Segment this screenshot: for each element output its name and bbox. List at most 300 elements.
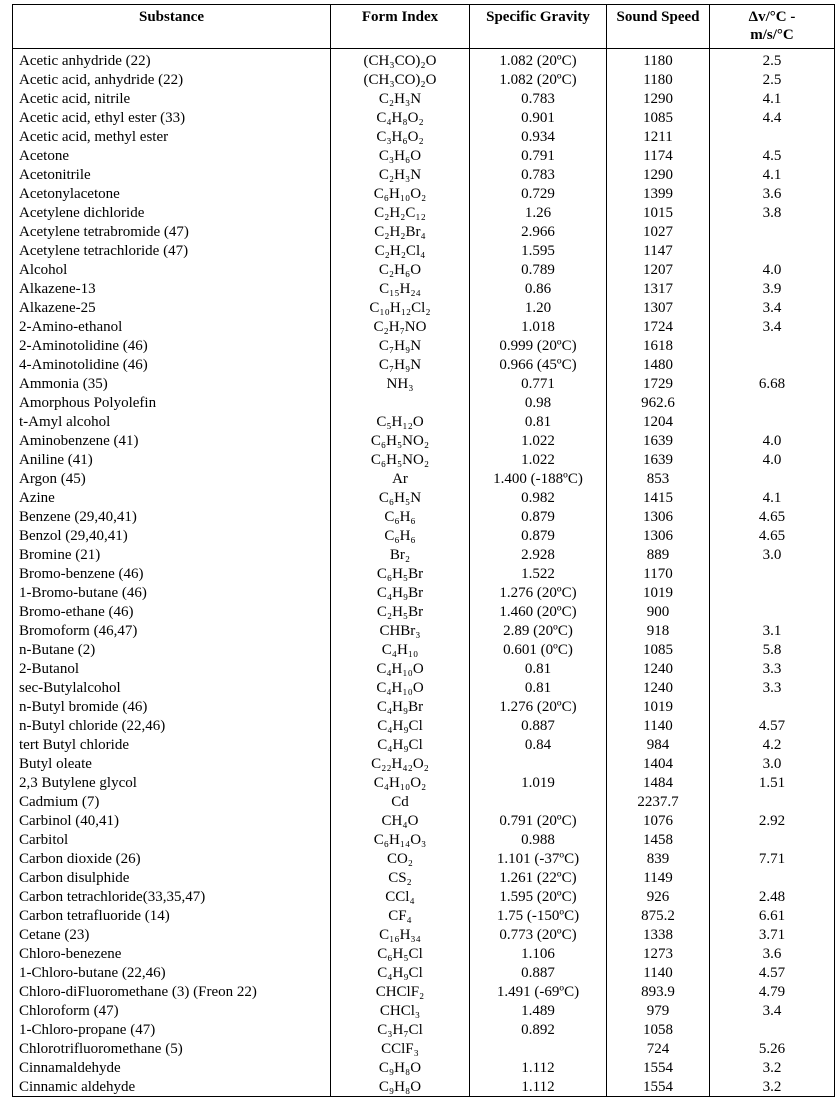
cell-sound-speed: 1204 xyxy=(607,412,710,431)
cell-form-index: Br₂ xyxy=(331,545,470,564)
cell-delta-v: 4.1 xyxy=(710,488,835,507)
cell-sound-speed: 1290 xyxy=(607,89,710,108)
cell-form-index: C₂H₂Cl₄ xyxy=(331,241,470,260)
cell-substance: 2-Amino-ethanol xyxy=(13,317,331,336)
cell-form-index: C₆H₆ xyxy=(331,526,470,545)
cell-specific-gravity: 0.81 xyxy=(470,659,607,678)
cell-sound-speed: 1480 xyxy=(607,355,710,374)
cell-substance: Carbinol (40,41) xyxy=(13,811,331,830)
cell-specific-gravity: 1.400 (-188ºC) xyxy=(470,469,607,488)
table-row xyxy=(13,49,835,71)
cell-form-index: C₃H₆O xyxy=(331,146,470,165)
cell-sound-speed: 2237.7 xyxy=(607,792,710,811)
cell-sound-speed: 1554 xyxy=(607,1077,710,1097)
table-row xyxy=(13,127,835,146)
cell-substance: Carbon dioxide (26) xyxy=(13,849,331,868)
cell-form-index: C₂H₅Br xyxy=(331,602,470,621)
table-row xyxy=(13,963,835,982)
cell-substance: Carbon tetrafluoride (14) xyxy=(13,906,331,925)
cell-substance: Aminobenzene (41) xyxy=(13,431,331,450)
cell-specific-gravity: 0.988 xyxy=(470,830,607,849)
cell-sound-speed: 1076 xyxy=(607,811,710,830)
table-row xyxy=(13,241,835,260)
table-row xyxy=(13,678,835,697)
table-row xyxy=(13,431,835,450)
cell-delta-v xyxy=(710,868,835,887)
table-row xyxy=(13,754,835,773)
cell-sound-speed: 1149 xyxy=(607,868,710,887)
cell-delta-v xyxy=(710,830,835,849)
cell-form-index: C₉H₈O xyxy=(331,1058,470,1077)
table-row xyxy=(13,773,835,792)
header-row xyxy=(13,5,835,49)
cell-specific-gravity: 1.595 xyxy=(470,241,607,260)
cell-form-index: C₄H₉Br xyxy=(331,583,470,602)
cell-form-index: C₃H₇Cl xyxy=(331,1020,470,1039)
cell-specific-gravity: 0.84 xyxy=(470,735,607,754)
cell-substance: Bromoform (46,47) xyxy=(13,621,331,640)
cell-sound-speed: 1174 xyxy=(607,146,710,165)
cell-form-index: C₃H₆O₂ xyxy=(331,127,470,146)
cell-substance: Ammonia (35) xyxy=(13,374,331,393)
cell-specific-gravity: 0.887 xyxy=(470,963,607,982)
table-row xyxy=(13,906,835,925)
table-row xyxy=(13,735,835,754)
cell-sound-speed: 1019 xyxy=(607,583,710,602)
cell-substance: Argon (45) xyxy=(13,469,331,488)
table-row xyxy=(13,925,835,944)
cell-sound-speed: 1180 xyxy=(607,49,710,71)
cell-substance: n-Butyl bromide (46) xyxy=(13,697,331,716)
cell-sound-speed: 1085 xyxy=(607,640,710,659)
cell-specific-gravity: 1.018 xyxy=(470,317,607,336)
cell-sound-speed: 918 xyxy=(607,621,710,640)
cell-substance: Chloro-diFluoromethane (3) (Freon 22) xyxy=(13,982,331,1001)
cell-delta-v: 2.48 xyxy=(710,887,835,906)
cell-form-index: C₂H₃N xyxy=(331,165,470,184)
cell-delta-v xyxy=(710,412,835,431)
table-row xyxy=(13,89,835,108)
cell-delta-v: 4.57 xyxy=(710,963,835,982)
table-row xyxy=(13,1039,835,1058)
cell-delta-v: 3.4 xyxy=(710,317,835,336)
table-row xyxy=(13,697,835,716)
table-row xyxy=(13,184,835,203)
cell-form-index: CHCl₃ xyxy=(331,1001,470,1020)
cell-form-index: C₁₅H₂₄ xyxy=(331,279,470,298)
cell-substance: Carbitol xyxy=(13,830,331,849)
table-row xyxy=(13,412,835,431)
cell-specific-gravity: 0.729 xyxy=(470,184,607,203)
cell-substance: Bromine (21) xyxy=(13,545,331,564)
cell-delta-v: 4.65 xyxy=(710,526,835,545)
table-row xyxy=(13,146,835,165)
cell-form-index: CHClF₂ xyxy=(331,982,470,1001)
cell-delta-v: 3.3 xyxy=(710,659,835,678)
cell-delta-v: 1.51 xyxy=(710,773,835,792)
cell-delta-v: 3.4 xyxy=(710,298,835,317)
cell-delta-v: 2.5 xyxy=(710,70,835,89)
cell-sound-speed: 893.9 xyxy=(607,982,710,1001)
cell-sound-speed: 1399 xyxy=(607,184,710,203)
table-row xyxy=(13,564,835,583)
cell-sound-speed: 962.6 xyxy=(607,393,710,412)
cell-substance: Cinnamaldehyde xyxy=(13,1058,331,1077)
cell-form-index: C₄H₉Br xyxy=(331,697,470,716)
cell-substance: Acetic acid, ethyl ester (33) xyxy=(13,108,331,127)
table-row xyxy=(13,450,835,469)
cell-sound-speed: 1015 xyxy=(607,203,710,222)
table-row xyxy=(13,830,835,849)
cell-substance: Acetic acid, anhydride (22) xyxy=(13,70,331,89)
cell-sound-speed: 926 xyxy=(607,887,710,906)
cell-delta-v: 2.92 xyxy=(710,811,835,830)
cell-form-index: CS₂ xyxy=(331,868,470,887)
cell-delta-v xyxy=(710,1020,835,1039)
cell-delta-v: 4.0 xyxy=(710,260,835,279)
cell-delta-v: 4.79 xyxy=(710,982,835,1001)
cell-specific-gravity: 0.789 xyxy=(470,260,607,279)
table-row xyxy=(13,203,835,222)
cell-specific-gravity: 0.81 xyxy=(470,678,607,697)
cell-substance: Carbon tetrachloride(33,35,47) xyxy=(13,887,331,906)
cell-substance: Aniline (41) xyxy=(13,450,331,469)
cell-form-index: C₄H₁₀O xyxy=(331,678,470,697)
cell-sound-speed: 1170 xyxy=(607,564,710,583)
cell-specific-gravity xyxy=(470,754,607,773)
cell-substance: Alkazene-25 xyxy=(13,298,331,317)
cell-specific-gravity: 0.771 xyxy=(470,374,607,393)
table-row xyxy=(13,1020,835,1039)
cell-sound-speed: 1729 xyxy=(607,374,710,393)
cell-form-index: C₉H₈O xyxy=(331,1077,470,1097)
table-body xyxy=(13,49,835,1097)
cell-sound-speed: 1458 xyxy=(607,830,710,849)
cell-form-index: NH₃ xyxy=(331,374,470,393)
cell-delta-v: 3.2 xyxy=(710,1077,835,1097)
cell-delta-v: 3.6 xyxy=(710,184,835,203)
cell-sound-speed: 1306 xyxy=(607,507,710,526)
cell-substance: Benzol (29,40,41) xyxy=(13,526,331,545)
cell-specific-gravity: 1.276 (20ºC) xyxy=(470,583,607,602)
cell-substance: Bromo-ethane (46) xyxy=(13,602,331,621)
cell-substance: 4-Aminotolidine (46) xyxy=(13,355,331,374)
cell-specific-gravity: 1.082 (20ºC) xyxy=(470,49,607,71)
cell-form-index: (CH₃CO)₂O xyxy=(331,49,470,71)
cell-form-index: C₄H₉Cl xyxy=(331,716,470,735)
cell-form-index: C₄H₁₀O₂ xyxy=(331,773,470,792)
cell-substance: Amorphous Polyolefin xyxy=(13,393,331,412)
table-header xyxy=(13,5,835,49)
cell-sound-speed: 900 xyxy=(607,602,710,621)
cell-delta-v: 4.1 xyxy=(710,165,835,184)
cell-form-index xyxy=(331,393,470,412)
cell-form-index: C₄H₉Cl xyxy=(331,735,470,754)
cell-delta-v: 3.8 xyxy=(710,203,835,222)
table-row xyxy=(13,545,835,564)
table-row xyxy=(13,279,835,298)
cell-delta-v: 3.1 xyxy=(710,621,835,640)
cell-specific-gravity: 1.082 (20ºC) xyxy=(470,70,607,89)
table-row xyxy=(13,355,835,374)
cell-specific-gravity: 0.783 xyxy=(470,89,607,108)
cell-sound-speed: 1147 xyxy=(607,241,710,260)
cell-sound-speed: 1306 xyxy=(607,526,710,545)
table-row xyxy=(13,944,835,963)
cell-sound-speed: 1180 xyxy=(607,70,710,89)
cell-specific-gravity: 1.022 xyxy=(470,431,607,450)
cell-delta-v xyxy=(710,127,835,146)
cell-specific-gravity: 1.595 (20ºC) xyxy=(470,887,607,906)
cell-substance: Acetic anhydride (22) xyxy=(13,49,331,71)
cell-specific-gravity: 1.101 (-37ºC) xyxy=(470,849,607,868)
cell-delta-v: 3.0 xyxy=(710,545,835,564)
cell-sound-speed: 984 xyxy=(607,735,710,754)
cell-form-index: C₆H₅NO₂ xyxy=(331,450,470,469)
cell-form-index: CO₂ xyxy=(331,849,470,868)
cell-substance: Acetonylacetone xyxy=(13,184,331,203)
table-row xyxy=(13,393,835,412)
table-row xyxy=(13,336,835,355)
cell-specific-gravity: 1.019 xyxy=(470,773,607,792)
cell-substance: Benzene (29,40,41) xyxy=(13,507,331,526)
cell-specific-gravity: 2.89 (20ºC) xyxy=(470,621,607,640)
cell-sound-speed: 1484 xyxy=(607,773,710,792)
cell-sound-speed: 1140 xyxy=(607,716,710,735)
header-substance: Substance xyxy=(13,5,331,49)
cell-sound-speed: 1019 xyxy=(607,697,710,716)
cell-substance: sec-Butylalcohol xyxy=(13,678,331,697)
table-row xyxy=(13,868,835,887)
sound-speed-table xyxy=(12,4,835,1097)
cell-substance: Carbon disulphide xyxy=(13,868,331,887)
cell-specific-gravity xyxy=(470,792,607,811)
cell-specific-gravity: 1.106 xyxy=(470,944,607,963)
cell-substance: 1-Bromo-butane (46) xyxy=(13,583,331,602)
cell-sound-speed: 1317 xyxy=(607,279,710,298)
cell-delta-v xyxy=(710,583,835,602)
header-sound-speed: Sound Speed xyxy=(607,5,710,49)
cell-substance: n-Butane (2) xyxy=(13,640,331,659)
cell-sound-speed: 724 xyxy=(607,1039,710,1058)
cell-substance: Acetic acid, nitrile xyxy=(13,89,331,108)
table-row xyxy=(13,108,835,127)
cell-specific-gravity: 0.887 xyxy=(470,716,607,735)
table-row xyxy=(13,507,835,526)
cell-delta-v: 3.71 xyxy=(710,925,835,944)
cell-form-index: C₄H₁₀ xyxy=(331,640,470,659)
cell-form-index: C₆H₅Br xyxy=(331,564,470,583)
cell-delta-v xyxy=(710,336,835,355)
cell-specific-gravity: 0.982 xyxy=(470,488,607,507)
table-row xyxy=(13,792,835,811)
cell-specific-gravity: 0.773 (20ºC) xyxy=(470,925,607,944)
cell-substance: Butyl oleate xyxy=(13,754,331,773)
table-row xyxy=(13,982,835,1001)
cell-specific-gravity: 1.489 xyxy=(470,1001,607,1020)
cell-specific-gravity: 1.522 xyxy=(470,564,607,583)
cell-substance: Acetylene dichloride xyxy=(13,203,331,222)
cell-sound-speed: 1240 xyxy=(607,659,710,678)
cell-specific-gravity: 1.20 xyxy=(470,298,607,317)
cell-substance: t-Amyl alcohol xyxy=(13,412,331,431)
cell-specific-gravity: 0.81 xyxy=(470,412,607,431)
cell-sound-speed: 1307 xyxy=(607,298,710,317)
cell-form-index: CCl₄ xyxy=(331,887,470,906)
cell-delta-v: 3.2 xyxy=(710,1058,835,1077)
cell-specific-gravity: 0.901 xyxy=(470,108,607,127)
cell-form-index: CH₄O xyxy=(331,811,470,830)
cell-substance: Chloro-benezene xyxy=(13,944,331,963)
table-row xyxy=(13,165,835,184)
table-row xyxy=(13,621,835,640)
cell-substance: Acetic acid, methyl ester xyxy=(13,127,331,146)
table-row xyxy=(13,298,835,317)
cell-delta-v: 7.71 xyxy=(710,849,835,868)
cell-form-index: C₂H₂C₁₂ xyxy=(331,203,470,222)
cell-delta-v: 5.8 xyxy=(710,640,835,659)
cell-sound-speed: 1639 xyxy=(607,431,710,450)
cell-specific-gravity: 2.966 xyxy=(470,222,607,241)
cell-substance: Cadmium (7) xyxy=(13,792,331,811)
cell-form-index: C₂H₇NO xyxy=(331,317,470,336)
cell-delta-v: 6.68 xyxy=(710,374,835,393)
cell-delta-v xyxy=(710,792,835,811)
cell-form-index: C₆H₅Cl xyxy=(331,944,470,963)
cell-specific-gravity: 1.112 xyxy=(470,1077,607,1097)
cell-substance: 1-Chloro-butane (22,46) xyxy=(13,963,331,982)
table-row xyxy=(13,887,835,906)
cell-substance: 2-Aminotolidine (46) xyxy=(13,336,331,355)
cell-sound-speed: 1554 xyxy=(607,1058,710,1077)
table-row xyxy=(13,222,835,241)
cell-sound-speed: 1273 xyxy=(607,944,710,963)
cell-substance: Alcohol xyxy=(13,260,331,279)
cell-form-index: C₂H₂Br₄ xyxy=(331,222,470,241)
cell-form-index: CClF₃ xyxy=(331,1039,470,1058)
cell-specific-gravity: 0.601 (0ºC) xyxy=(470,640,607,659)
cell-specific-gravity: 0.783 xyxy=(470,165,607,184)
cell-delta-v: 4.4 xyxy=(710,108,835,127)
cell-substance: 1-Chloro-propane (47) xyxy=(13,1020,331,1039)
cell-form-index: C₆H₅N xyxy=(331,488,470,507)
cell-form-index: C₆H₁₀O₂ xyxy=(331,184,470,203)
cell-form-index: C₁₆H₃₄ xyxy=(331,925,470,944)
cell-delta-v xyxy=(710,241,835,260)
cell-form-index: C₄H₉Cl xyxy=(331,963,470,982)
cell-sound-speed: 1211 xyxy=(607,127,710,146)
cell-substance: Azine xyxy=(13,488,331,507)
cell-form-index: C₆H₁₄O₃ xyxy=(331,830,470,849)
header-delta-v xyxy=(710,5,835,49)
cell-specific-gravity: 1.112 xyxy=(470,1058,607,1077)
cell-specific-gravity: 0.892 xyxy=(470,1020,607,1039)
cell-delta-v xyxy=(710,697,835,716)
cell-delta-v xyxy=(710,469,835,488)
table-row xyxy=(13,1001,835,1020)
cell-substance: Acetylene tetrachloride (47) xyxy=(13,241,331,260)
cell-substance: 2,3 Butylene glycol xyxy=(13,773,331,792)
cell-form-index: (CH₃CO)₂O xyxy=(331,70,470,89)
cell-substance: Acetylene tetrabromide (47) xyxy=(13,222,331,241)
table-row xyxy=(13,811,835,830)
table-row xyxy=(13,849,835,868)
cell-sound-speed: 1027 xyxy=(607,222,710,241)
cell-sound-speed: 1724 xyxy=(607,317,710,336)
cell-sound-speed: 1207 xyxy=(607,260,710,279)
cell-form-index: C₇H₉N xyxy=(331,355,470,374)
table-row xyxy=(13,602,835,621)
cell-sound-speed: 979 xyxy=(607,1001,710,1020)
cell-form-index: C₅H₁₂O xyxy=(331,412,470,431)
cell-delta-v: 3.6 xyxy=(710,944,835,963)
table-row xyxy=(13,583,835,602)
table-row xyxy=(13,488,835,507)
cell-sound-speed: 1058 xyxy=(607,1020,710,1039)
cell-substance: n-Butyl chloride (22,46) xyxy=(13,716,331,735)
cell-substance: Cinnamic aldehyde xyxy=(13,1077,331,1097)
table-row xyxy=(13,716,835,735)
cell-specific-gravity: 1.276 (20ºC) xyxy=(470,697,607,716)
cell-specific-gravity: 0.791 (20ºC) xyxy=(470,811,607,830)
cell-substance: Acetone xyxy=(13,146,331,165)
cell-specific-gravity: 1.261 (22ºC) xyxy=(470,868,607,887)
cell-substance: Cetane (23) xyxy=(13,925,331,944)
cell-form-index: Ar xyxy=(331,469,470,488)
cell-sound-speed: 1404 xyxy=(607,754,710,773)
cell-sound-speed: 1290 xyxy=(607,165,710,184)
cell-delta-v: 6.61 xyxy=(710,906,835,925)
cell-sound-speed: 839 xyxy=(607,849,710,868)
cell-substance: Alkazene-13 xyxy=(13,279,331,298)
cell-specific-gravity: 0.999 (20ºC) xyxy=(470,336,607,355)
cell-specific-gravity: 0.98 xyxy=(470,393,607,412)
cell-delta-v: 4.65 xyxy=(710,507,835,526)
cell-delta-v xyxy=(710,602,835,621)
cell-delta-v: 4.1 xyxy=(710,89,835,108)
cell-delta-v: 4.0 xyxy=(710,431,835,450)
cell-form-index: C₂₂H₄₂O₂ xyxy=(331,754,470,773)
cell-sound-speed: 889 xyxy=(607,545,710,564)
table-row xyxy=(13,1058,835,1077)
cell-sound-speed: 1240 xyxy=(607,678,710,697)
cell-specific-gravity: 1.26 xyxy=(470,203,607,222)
cell-form-index: C₂H₃N xyxy=(331,89,470,108)
table-row xyxy=(13,659,835,678)
cell-form-index: CHBr₃ xyxy=(331,621,470,640)
cell-sound-speed: 1140 xyxy=(607,963,710,982)
table-row xyxy=(13,526,835,545)
cell-specific-gravity: 0.879 xyxy=(470,526,607,545)
cell-specific-gravity: 0.879 xyxy=(470,507,607,526)
cell-form-index: CF₄ xyxy=(331,906,470,925)
header-specific-gravity: Specific Gravity xyxy=(470,5,607,49)
cell-delta-v xyxy=(710,355,835,374)
cell-sound-speed: 1338 xyxy=(607,925,710,944)
cell-specific-gravity: 1.460 (20ºC) xyxy=(470,602,607,621)
cell-delta-v: 3.3 xyxy=(710,678,835,697)
cell-form-index: C₆H₅NO₂ xyxy=(331,431,470,450)
cell-sound-speed: 1085 xyxy=(607,108,710,127)
cell-delta-v xyxy=(710,393,835,412)
header-form-index: Form Index xyxy=(331,5,470,49)
header-delta-v-line1: Δv/°C - xyxy=(748,9,796,25)
cell-form-index: C₆H₆ xyxy=(331,507,470,526)
cell-sound-speed: 1415 xyxy=(607,488,710,507)
table-row xyxy=(13,640,835,659)
cell-form-index: C₁₀H₁₂Cl₂ xyxy=(331,298,470,317)
cell-delta-v: 5.26 xyxy=(710,1039,835,1058)
